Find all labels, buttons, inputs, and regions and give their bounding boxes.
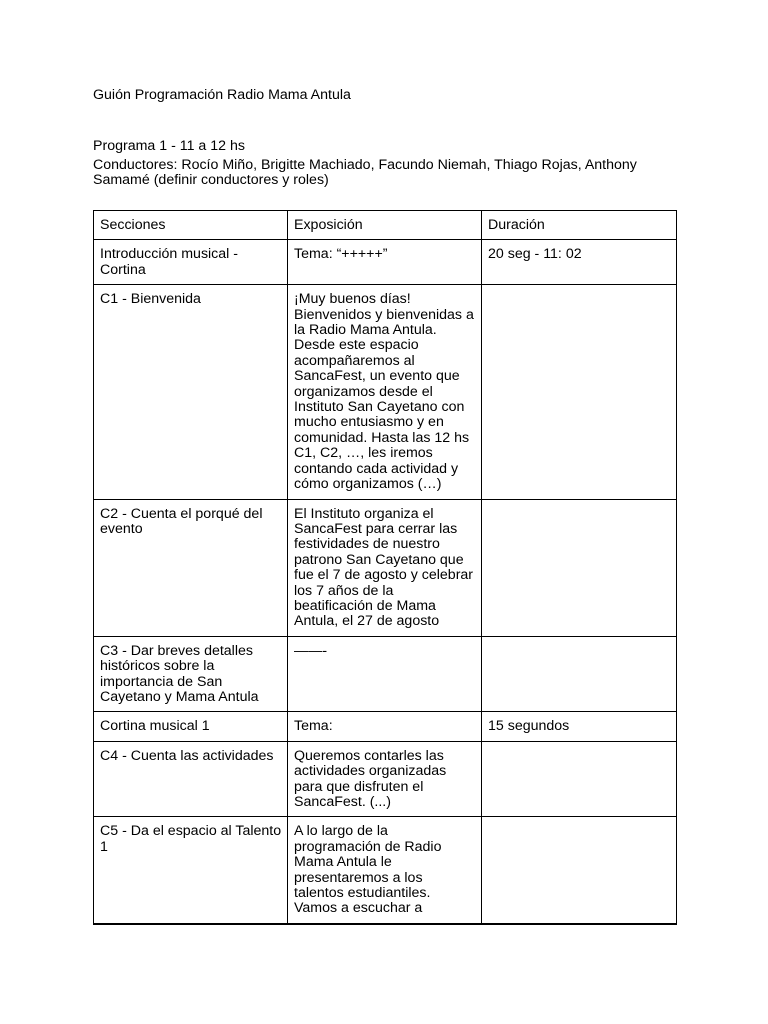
exposition-cell: ¡Muy buenos días! Bienvenidos y bienvenidas a la Radio Mama Antula. Desde este espacio acompañaremos al SancaFest, un evento que organizamos desde el Instituto San Cayetano con mucho entusiasmo y en comunidad. Hasta las 12 hs C1, C2, …, les iremos contando cada actividad y cómo organizamos (…) [288,285,482,499]
duration-cell: 15 segundos [482,712,677,741]
section-cell: Cortina musical 1 [94,712,288,741]
table-row [94,636,677,712]
duration-cell [482,817,677,924]
duration-cell [482,741,677,817]
exposition-cell: El Instituto organiza el SancaFest para cerrar las festividades de nuestro patrono San Cayetano que fue el 7 de agosto y celebrar los 7 años de la beatificación de Mama Antula, el 27 de agosto [288,499,482,636]
page-title: Guión Programación Radio Mama Antula [93,87,351,103]
duration-cell: 20 seg - 11: 02 [482,240,677,285]
table-row [94,817,677,924]
duration-cell [482,636,677,712]
table-row [94,499,677,636]
table-row [94,741,677,817]
section-cell: Introducción musical - Cortina [94,240,288,285]
hosts-line: Conductores: Rocío Miño, Brigitte Machiado, Facundo Niemah, Thiago Rojas, Anthony Samamé (definir conductores y roles) [93,157,637,189]
section-cell: C1 - Bienvenida [94,285,288,499]
duration-cell [482,499,677,636]
program-info [93,139,663,192]
section-cell: C4 - Cuenta las actividades [94,741,288,817]
section-cell: C3 - Dar breves detalles históricos sobre la importancia de San Cayetano y Mama Antula [94,636,288,712]
header-cell-exposicion: Exposición [288,211,482,240]
exposition-cell: ——- [288,636,482,712]
table-row [94,712,677,741]
duration-cell [482,285,677,499]
schedule-table [93,210,677,925]
program-schedule-line: Programa 1 - 11 a 12 hs [93,138,245,154]
header-cell-secciones: Secciones [94,211,288,240]
table-header-row [94,211,677,240]
exposition-cell: A lo largo de la programación de Radio Mama Antula le presentaremos a los talentos estudiantiles. Vamos a escuchar a [288,817,482,924]
header-cell-duracion: Duración [482,211,677,240]
table-row [94,285,677,499]
section-cell: C2 - Cuenta el porqué del evento [94,499,288,636]
exposition-cell: Queremos contarles las actividades organizadas para que disfruten el SancaFest. (...) [288,741,482,817]
exposition-cell: Tema: [288,712,482,741]
section-cell: C5 - Da el espacio al Talento 1 [94,817,288,924]
table-row [94,240,677,285]
exposition-cell: Tema: “+++++” [288,240,482,285]
